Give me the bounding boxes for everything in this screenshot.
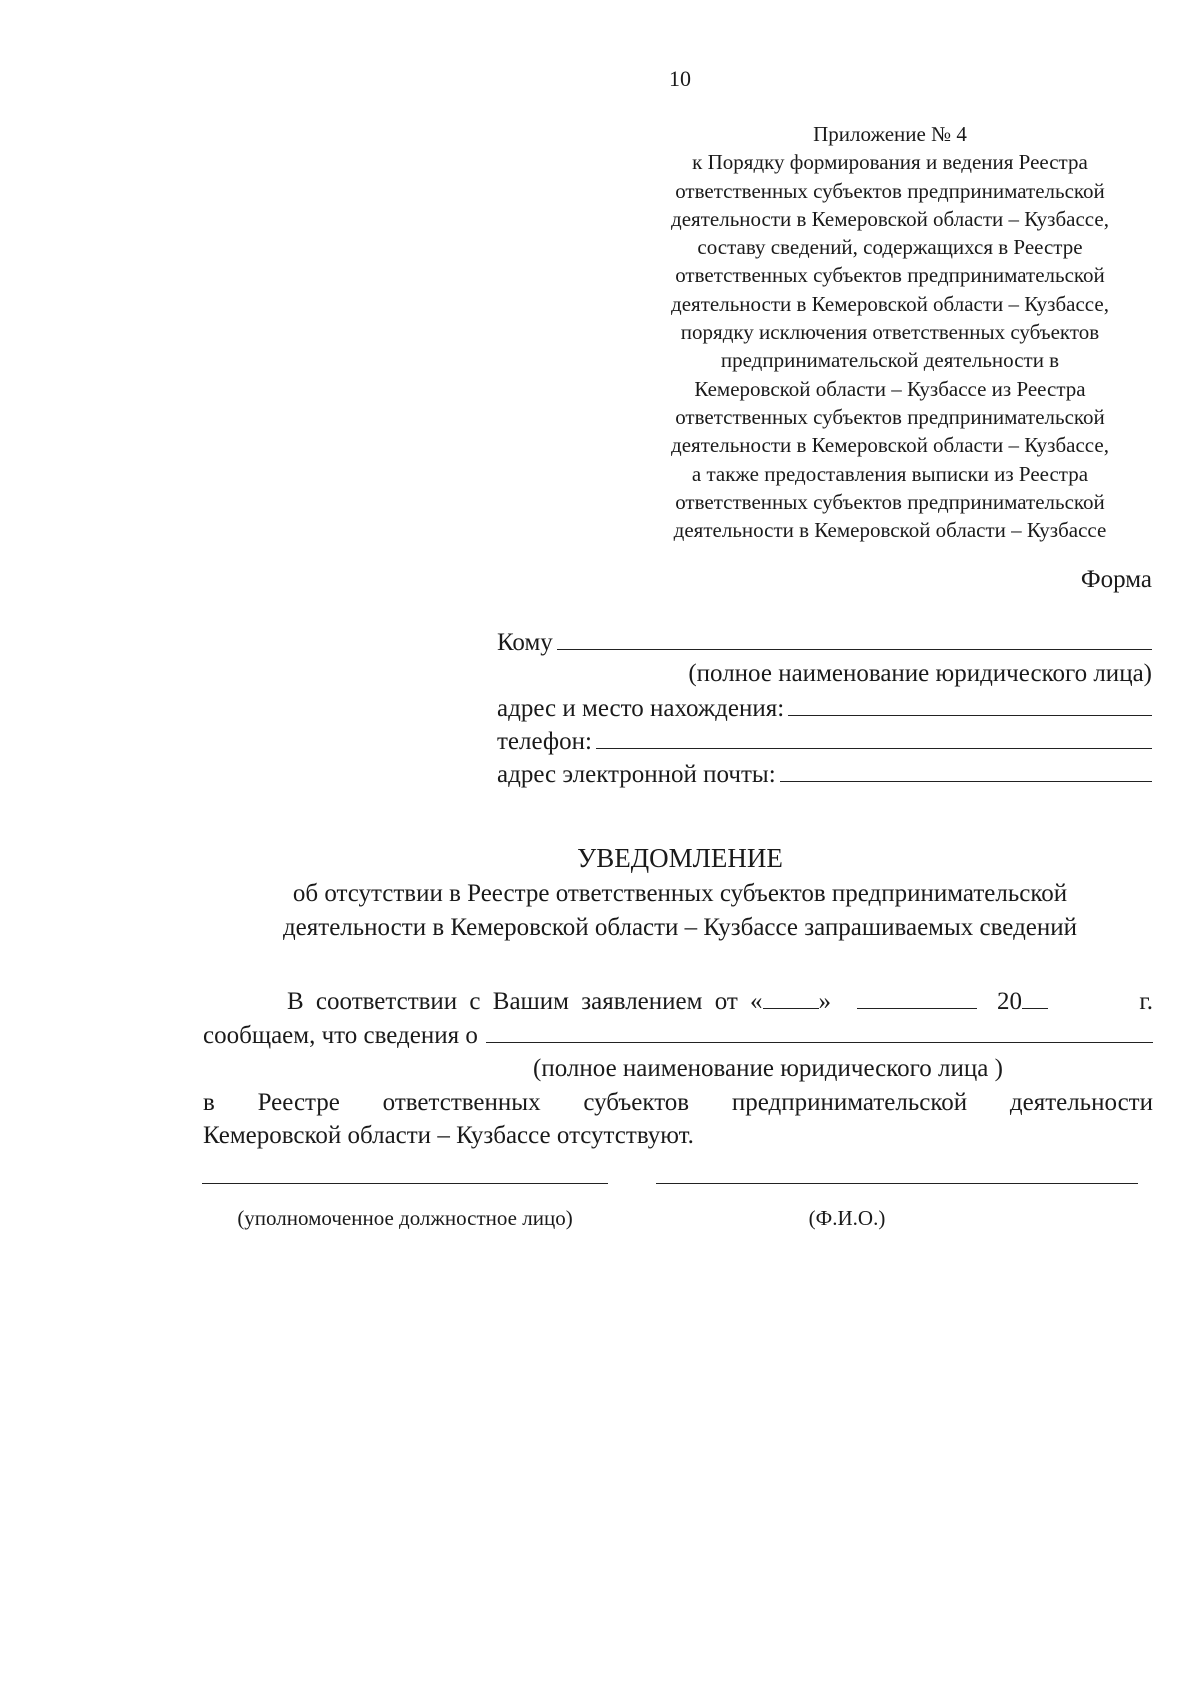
body-line2-start: сообщаем, что сведения о — [203, 1021, 478, 1049]
appendix-line: ответственных субъектов предпринимательской — [675, 489, 1105, 514]
notice-title: УВЕДОМЛЕНИЕ — [577, 843, 783, 873]
phone-row — [497, 726, 1152, 759]
name-signature — [656, 1183, 1138, 1231]
appendix-line: Кемеровской области – Кузбассе из Реестра — [694, 376, 1086, 401]
official-caption: (уполномоченное должностное лицо) — [237, 1206, 573, 1230]
to-hint-row — [497, 660, 1152, 693]
month-field[interactable] — [857, 988, 977, 1009]
appendix-line: к Порядку формирования и ведения Реестра — [692, 150, 1088, 175]
body-line1-end: г. — [1139, 988, 1153, 1015]
year-field[interactable] — [1022, 988, 1048, 1009]
body-quote-close: » — [818, 988, 832, 1015]
page-number: 10 — [669, 66, 691, 91]
appendix-header — [620, 120, 1160, 544]
to-field[interactable] — [557, 627, 1152, 650]
body-line-4 — [203, 1122, 1153, 1156]
recipient-row — [497, 627, 1152, 660]
entity-field[interactable] — [486, 1022, 1153, 1043]
notice-subtitle-line: об отсутствии в Реестре ответственных субъектов предпринимательской — [292, 880, 1068, 907]
appendix-line: ответственных субъектов предпринимательской — [675, 263, 1105, 288]
name-signature-line[interactable] — [656, 1183, 1138, 1184]
appendix-line: предпринимательской деятельности в — [720, 348, 1060, 373]
to-label: Кому — [497, 629, 553, 656]
to-hint: (полное наименование юридического лица) — [688, 660, 1152, 687]
body-line3: в Реестре ответственных субъектов предпринимательской деятельности — [203, 1088, 1153, 1116]
notice-subtitle — [200, 877, 1160, 945]
email-field[interactable] — [780, 759, 1152, 782]
appendix-line: деятельности в Кемеровской области – Кузбассе, — [671, 291, 1109, 316]
notice-subtitle-line: деятельности в Кемеровской области – Кузбассе запрашиваемых сведений — [282, 914, 1078, 941]
notice-body — [203, 988, 1153, 1156]
appendix-line: ответственных субъектов предпринимательской — [675, 178, 1105, 203]
phone-label: телефон: — [497, 728, 592, 755]
email-row — [497, 759, 1152, 792]
appendix-line: а также предоставления выписки из Реестра — [691, 461, 1089, 486]
appendix-line: порядку исключения ответственных субъектов — [680, 320, 1100, 345]
official-signature — [202, 1183, 608, 1231]
body-year: 20 — [997, 988, 1023, 1015]
day-field[interactable] — [763, 988, 819, 1009]
appendix-line: деятельности в Кемеровской области – Кузбассе — [673, 518, 1107, 543]
form-label: Форма — [1080, 566, 1152, 593]
body-line1-start: В соответствии с Вашим заявлением от « — [287, 988, 763, 1015]
email-label: адрес электронной почты: — [497, 761, 776, 788]
appendix-line: составу сведений, содержащихся в Реестре — [697, 235, 1083, 260]
entity-hint-row — [203, 1055, 1153, 1089]
phone-field[interactable] — [596, 726, 1152, 749]
appendix-line: деятельности в Кемеровской области – Кузбассе, — [671, 206, 1109, 231]
body-line-3 — [203, 1089, 1153, 1123]
address-field[interactable] — [788, 693, 1152, 716]
entity-hint: (полное наименование юридического лица ) — [533, 1055, 1003, 1082]
appendix-line: деятельности в Кемеровской области – Кузбассе, — [671, 433, 1109, 458]
body-line4: Кемеровской области – Кузбассе отсутствуют. — [203, 1122, 694, 1149]
appendix-line: Приложение № 4 — [813, 122, 967, 146]
recipient-block — [497, 627, 1152, 792]
official-signature-line[interactable] — [202, 1183, 608, 1184]
address-label: адрес и место нахождения: — [497, 695, 785, 722]
body-line-2 — [203, 1022, 1153, 1056]
appendix-line: ответственных субъектов предпринимательской — [675, 404, 1105, 429]
body-line-1 — [203, 988, 1153, 1022]
address-row — [497, 693, 1152, 726]
name-caption: (Ф.И.О.) — [808, 1206, 886, 1230]
